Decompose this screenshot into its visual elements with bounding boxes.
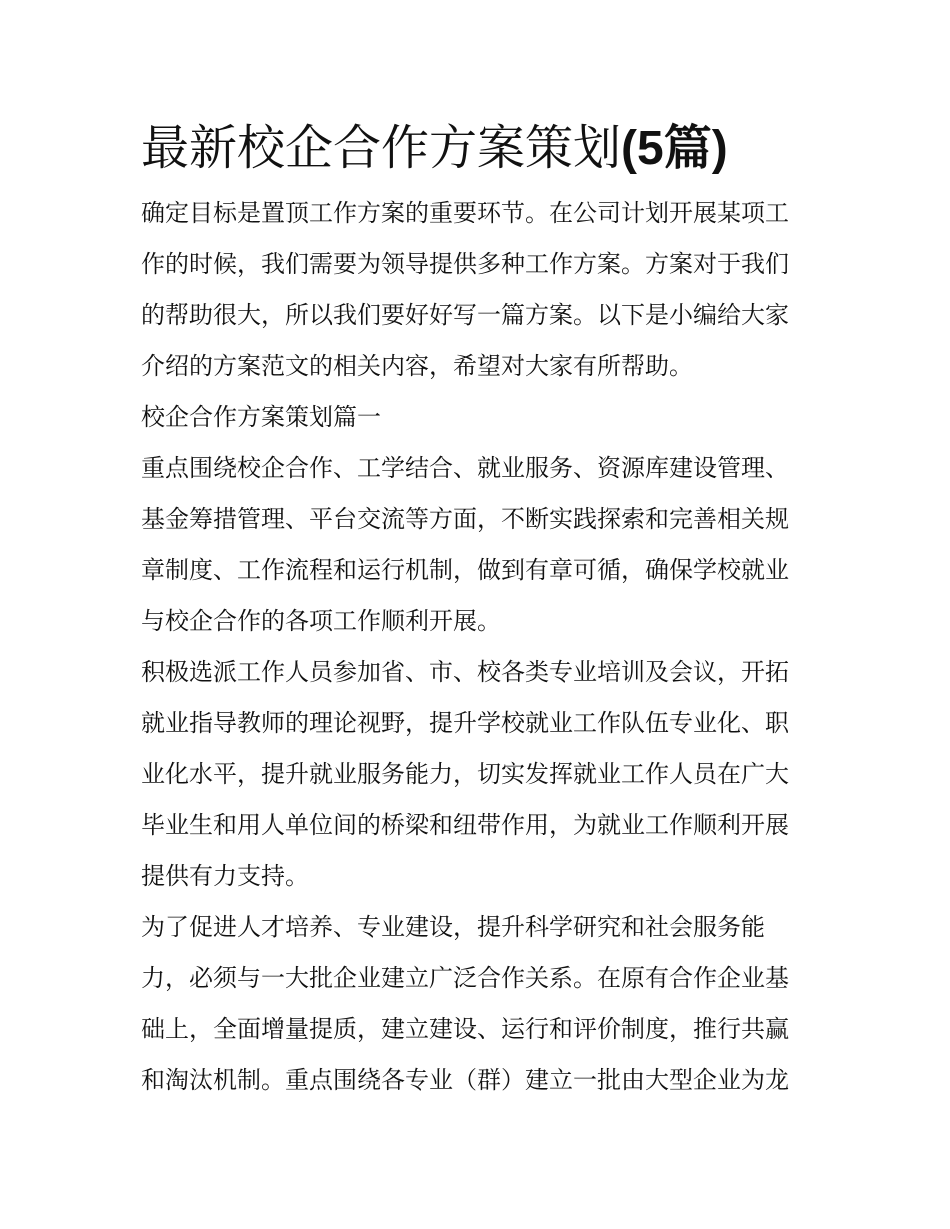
section-heading bbox=[141, 392, 816, 443]
paragraph-body bbox=[141, 443, 816, 647]
paragraph-body bbox=[141, 902, 816, 1106]
paragraph-line: 力，必须与一大批企业建立广泛合作关系。在原有合作企业基 bbox=[141, 964, 789, 992]
document-body bbox=[141, 118, 816, 1106]
paragraph-line: 章制度、工作流程和运行机制，做到有章可循，确保学校就业 bbox=[141, 556, 789, 584]
paragraph-line: 业化水平，提升就业服务能力，切实发挥就业工作人员在广大 bbox=[141, 760, 789, 788]
paragraph-line: 提供有力支持。 bbox=[141, 862, 309, 890]
paragraph-line: 积极选派工作人员参加省、市、校各类专业培训及会议，开拓 bbox=[141, 658, 789, 686]
document-title-suffix: (5篇) bbox=[621, 122, 728, 175]
paragraph-line: 毕业生和用人单位间的桥梁和纽带作用，为就业工作顺利开展 bbox=[141, 811, 789, 839]
paragraph-intro bbox=[141, 188, 816, 392]
paragraph-line: 为了促进人才培养、专业建设，提升科学研究和社会服务能 bbox=[141, 913, 765, 941]
paragraph-line: 和淘汰机制。重点围绕各专业（群）建立一批由大型企业为龙 bbox=[141, 1066, 789, 1094]
paragraph-line: 确定目标是置顶工作方案的重要环节。在公司计划开展某项工 bbox=[141, 199, 789, 227]
paragraph-line: 介绍的方案范文的相关内容，希望对大家有所帮助。 bbox=[141, 352, 693, 380]
paragraph-line: 重点围绕校企合作、工学结合、就业服务、资源库建设管理、 bbox=[141, 454, 789, 482]
document-title bbox=[141, 118, 816, 179]
paragraph-line: 与校企合作的各项工作顺利开展。 bbox=[141, 607, 501, 635]
paragraph-line: 基金筹措管理、平台交流等方面，不断实践探索和完善相关规 bbox=[141, 505, 789, 533]
section-heading-text: 校企合作方案策划篇一 bbox=[141, 403, 381, 431]
paragraph-body bbox=[141, 647, 816, 902]
paragraph-line: 的帮助很大，所以我们要好好写一篇方案。以下是小编给大家 bbox=[141, 301, 789, 329]
paragraph-line: 作的时候，我们需要为领导提供多种工作方案。方案对于我们 bbox=[141, 250, 789, 278]
document-title-text: 最新校企合作方案策划 bbox=[141, 120, 622, 176]
paragraph-line: 就业指导教师的理论视野，提升学校就业工作队伍专业化、职 bbox=[141, 709, 789, 737]
paragraph-line: 础上，全面增量提质，建立建设、运行和评价制度，推行共赢 bbox=[141, 1015, 789, 1043]
